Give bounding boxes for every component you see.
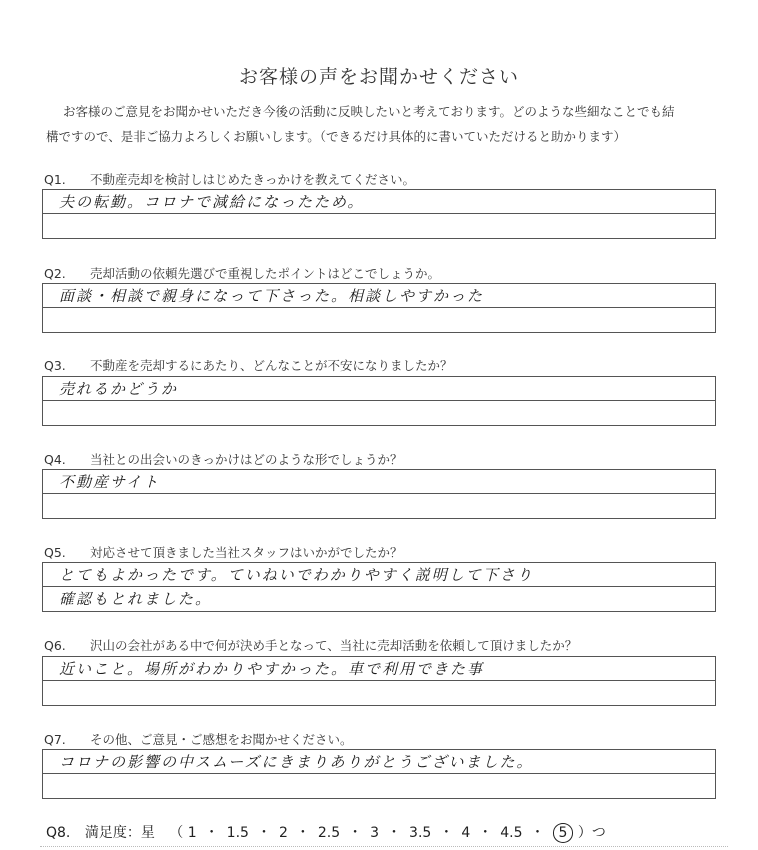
intro-line-2: 構ですので、是非ご協力よろしくお願いします。（できるだけ具体的に書いていただけると助かります）	[46, 129, 627, 144]
question-number: Q7.	[44, 732, 66, 747]
question-text: 不動産売却を検討しはじめたきっかけを教えてください。	[89, 172, 415, 187]
answer-divider	[43, 773, 715, 774]
question-4	[44, 450, 403, 468]
question-6	[44, 636, 577, 654]
answer-box-4[interactable]	[42, 469, 716, 519]
question-7	[44, 730, 353, 748]
rating-options	[188, 825, 574, 841]
intro-line-1: お客様のご意見をお聞かせいただき今後の活動に反映したいと考えております。どのような些細なことでも結	[63, 104, 675, 119]
answer-divider	[43, 586, 715, 587]
rating-separator: ・	[204, 825, 219, 841]
rating-option-1-5[interactable]: 1.5	[226, 825, 249, 841]
rating-option-2[interactable]: 2	[278, 825, 288, 841]
question-number: Q8.	[46, 825, 71, 841]
question-text: 売却活動の依頼先選びで重視したポイントはどこでしょうか。	[89, 266, 440, 281]
rating-option-2-5[interactable]: 2.5	[317, 825, 341, 841]
question-1	[44, 170, 415, 188]
question-5	[44, 543, 403, 561]
answer-line-1: 近いこと。場所がわかりやすかった。車で利用できた事	[59, 660, 485, 678]
answer-box-6[interactable]	[42, 656, 716, 706]
rating-option-3[interactable]: 3	[370, 825, 380, 841]
answer-line-1: コロナの影響の中スムーズにきまりありがとうございました。	[59, 753, 534, 771]
question-2	[44, 264, 440, 282]
answer-line-1: とてもよかったです。ていねいでわかりやすく説明して下さり	[59, 566, 534, 584]
answer-line-1: 夫の転勤。コロナで減給になったため。	[59, 193, 365, 211]
question-number: Q2.	[44, 266, 66, 281]
answer-box-3[interactable]	[42, 376, 716, 426]
answer-line-1: 面談・相談で親身になって下さった。相談しやすかった	[59, 287, 485, 305]
question-number: Q3.	[44, 358, 66, 373]
rating-option-5[interactable]: 5	[553, 823, 574, 843]
answer-line-2: 確認もとれました。	[59, 590, 213, 608]
rating-separator: ・	[348, 825, 363, 841]
question-3	[44, 356, 453, 374]
rating-option-1[interactable]: 1	[187, 825, 197, 841]
question-text: その他、ご意見・ご感想をお聞かせください。	[89, 732, 353, 747]
rating-separator: ・	[256, 825, 271, 841]
rating-separator: ・	[478, 825, 493, 841]
question-number: Q4.	[44, 452, 66, 467]
page-title: お客様の声をお聞かせください	[238, 66, 519, 88]
rating-separator: ・	[295, 825, 310, 841]
page-edge-line	[40, 846, 728, 847]
answer-divider	[43, 680, 715, 681]
answer-line-1: 不動産サイト	[59, 473, 160, 491]
answer-divider	[43, 213, 715, 214]
paren-close: ）つ	[577, 825, 606, 841]
intro-text	[46, 99, 726, 149]
answer-divider	[43, 400, 715, 401]
rating-separator: ・	[439, 825, 454, 841]
rating-option-3-5[interactable]: 3.5	[409, 825, 432, 841]
rating-option-4[interactable]: 4	[461, 825, 471, 841]
satisfaction-label: 満足度：星	[84, 825, 155, 841]
answer-box-2[interactable]	[42, 283, 716, 333]
question-number: Q5.	[44, 545, 66, 560]
satisfaction-rating	[46, 822, 606, 843]
rating-separator: ・	[387, 825, 402, 841]
question-number: Q1.	[44, 172, 66, 187]
question-text: 沢山の会社がある中で何が決め手となって、当社に売却活動を依頼して頂けましたか？	[89, 638, 578, 653]
answer-box-5[interactable]	[42, 562, 716, 612]
paren-open: （	[169, 825, 184, 841]
answer-divider	[43, 493, 715, 494]
answer-box-7[interactable]	[42, 749, 716, 799]
rating-option-4-5[interactable]: 4.5	[500, 825, 523, 841]
rating-separator: ・	[530, 825, 545, 841]
question-number: Q6.	[44, 638, 66, 653]
question-text: 当社との出会いのきっかけはどのような形でしょうか？	[89, 452, 403, 467]
answer-box-1[interactable]	[42, 189, 716, 239]
answer-divider	[43, 307, 715, 308]
question-text: 対応させて頂きました当社スタッフはいかがでしたか？	[89, 545, 403, 560]
question-text: 不動産を売却するにあたり、どんなことが不安になりましたか？	[89, 358, 453, 373]
answer-line-1: 売れるかどうか	[59, 380, 179, 398]
